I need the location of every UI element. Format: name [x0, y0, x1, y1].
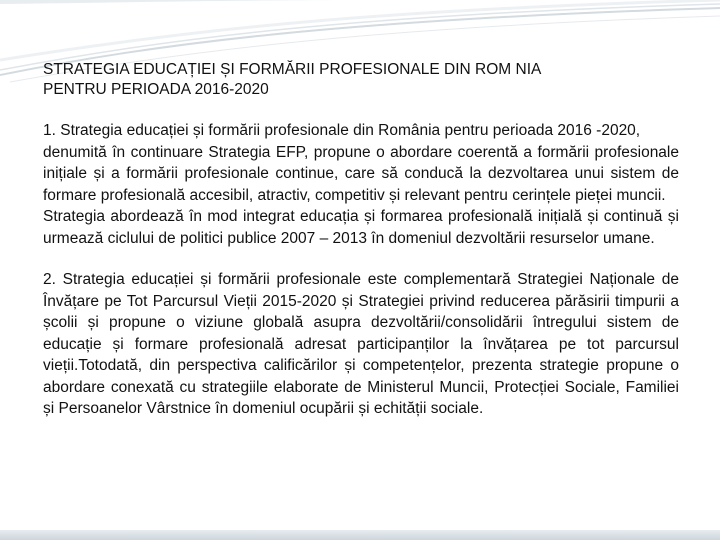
- slide-content: [43, 60, 679, 420]
- title-line-1: STRATEGIA EDUCAȚIEI ȘI FORMĂRII PROFESIONALE DIN ROM NIA: [43, 61, 542, 78]
- title-line-2: PENTRU PERIOADA 2016-2020: [43, 81, 269, 98]
- paragraph-1-body: denumită în continuare Strategia EFP, propune o abordare coerentă a formării profesionale inițiale și a formării profesionale continue, care să conducă la dezvoltarea unui sistem de formare profesională accesibil, atractiv, competitiv și relevant pentru cerințele pieței muncii.: [43, 143, 679, 204]
- paragraph-2: 2. Strategia educației și formării profesionale este complementară Strategiei Naționale de Învățare pe Tot Parcursul Vieții 2015-2020 și Strategiei privind reducerea părăsirii timpurii a școlii și propune o viziune globală asupra dezvoltării/consolidării întregului sistem de educație și formare profesională adresat participanților la învățarea pe tot parcursul vieții.Totodată, din perspectiva calificărilor și competențelor, prezenta strategie propune o abordare conexată cu strategiile elaborate de Ministerul Muncii, Protecției Sociale, Familiei și Persoanelor Vârstnice în domeniul ocupării și echității sociale.: [43, 271, 679, 417]
- slide-title: [43, 60, 679, 100]
- paragraph-1-continuation: Strategia abordează în mod integrat educația și formarea profesională inițială și continuă și urmează ciclului de politici publice 2007 – 2013 în domeniul dezvoltării resurselor umane.: [43, 208, 679, 247]
- bottom-band: [0, 530, 720, 540]
- paragraph-1-heading: 1. Strategia educației și formării profesionale din România pentru perioada 2016 -2020,: [43, 122, 641, 139]
